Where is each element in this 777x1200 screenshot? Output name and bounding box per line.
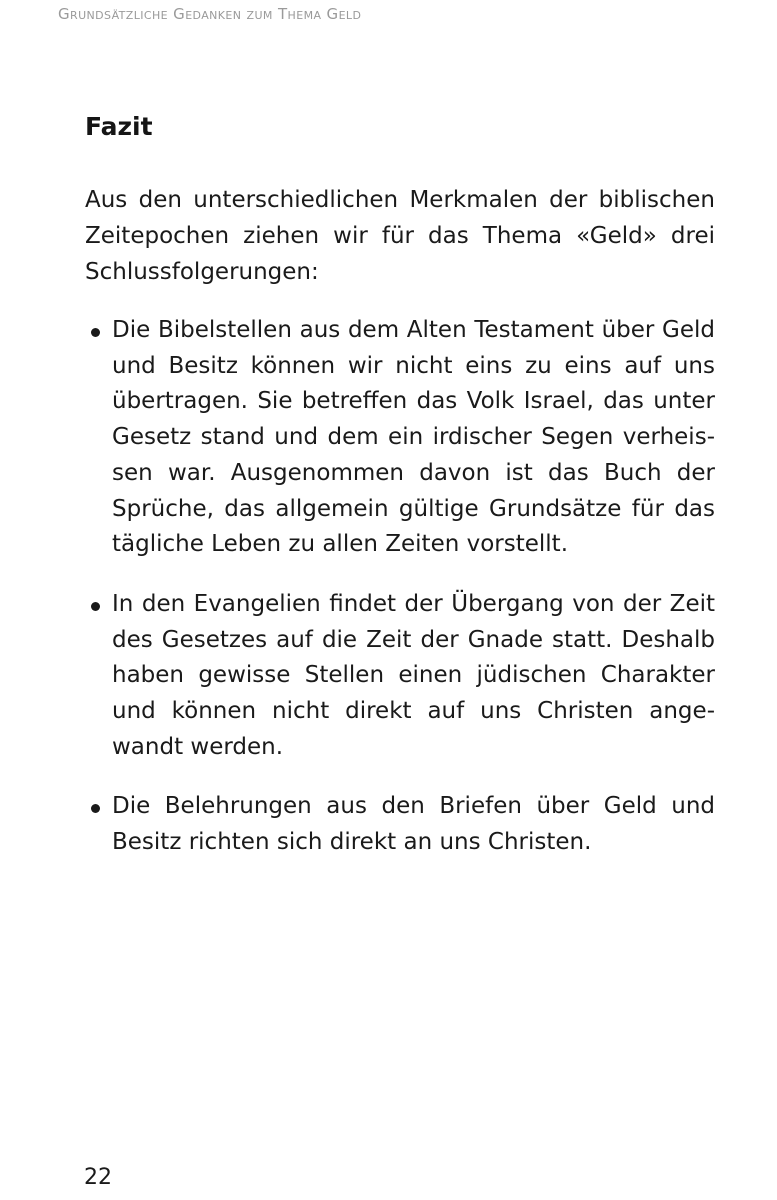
list-item (85, 789, 715, 860)
page-number: 22 (84, 1165, 112, 1190)
list-item-text: Die Bibelstellen aus dem Alten Testament über Geld und Besitz können wir nicht eins zu eins auf uns übertragen. Sie betreffen das Volk Israel, das unter Gesetz stand und dem ein irdischer Segen verheissen war. Ausgenommen davon ist das Buch der Sprüche, das allgemein gültige Grundsätze für das tägliche Leben zu allen Zeiten vorstellt. (112, 317, 715, 558)
list-item-text: In den Evangelien findet der Übergang von der Zeit des Gesetzes auf die Zeit der Gnade statt. Deshalb haben gewisse Stellen einen jüdischen Charakter und können nicht direkt auf uns Christen angewandt werden. (112, 590, 715, 760)
section-heading: Fazit (85, 112, 153, 141)
bullet-icon (91, 602, 100, 611)
bullet-icon (91, 804, 100, 813)
running-header: Grundsätzliche Gedanken zum Thema Geld (58, 5, 362, 23)
intro-paragraph: Aus den unterschiedlichen Merkmalen der biblischen Zeitepochen ziehen wir für das Thema «Geld» drei Schlussfolgerungen: (85, 187, 715, 285)
list-item-text: Die Belehrungen aus den Briefen über Geld und Besitz richten sich direkt an uns Christen. (112, 793, 715, 856)
conclusion-list (85, 313, 715, 861)
list-item (85, 313, 715, 563)
list-item (85, 587, 715, 766)
bullet-icon (91, 328, 100, 337)
